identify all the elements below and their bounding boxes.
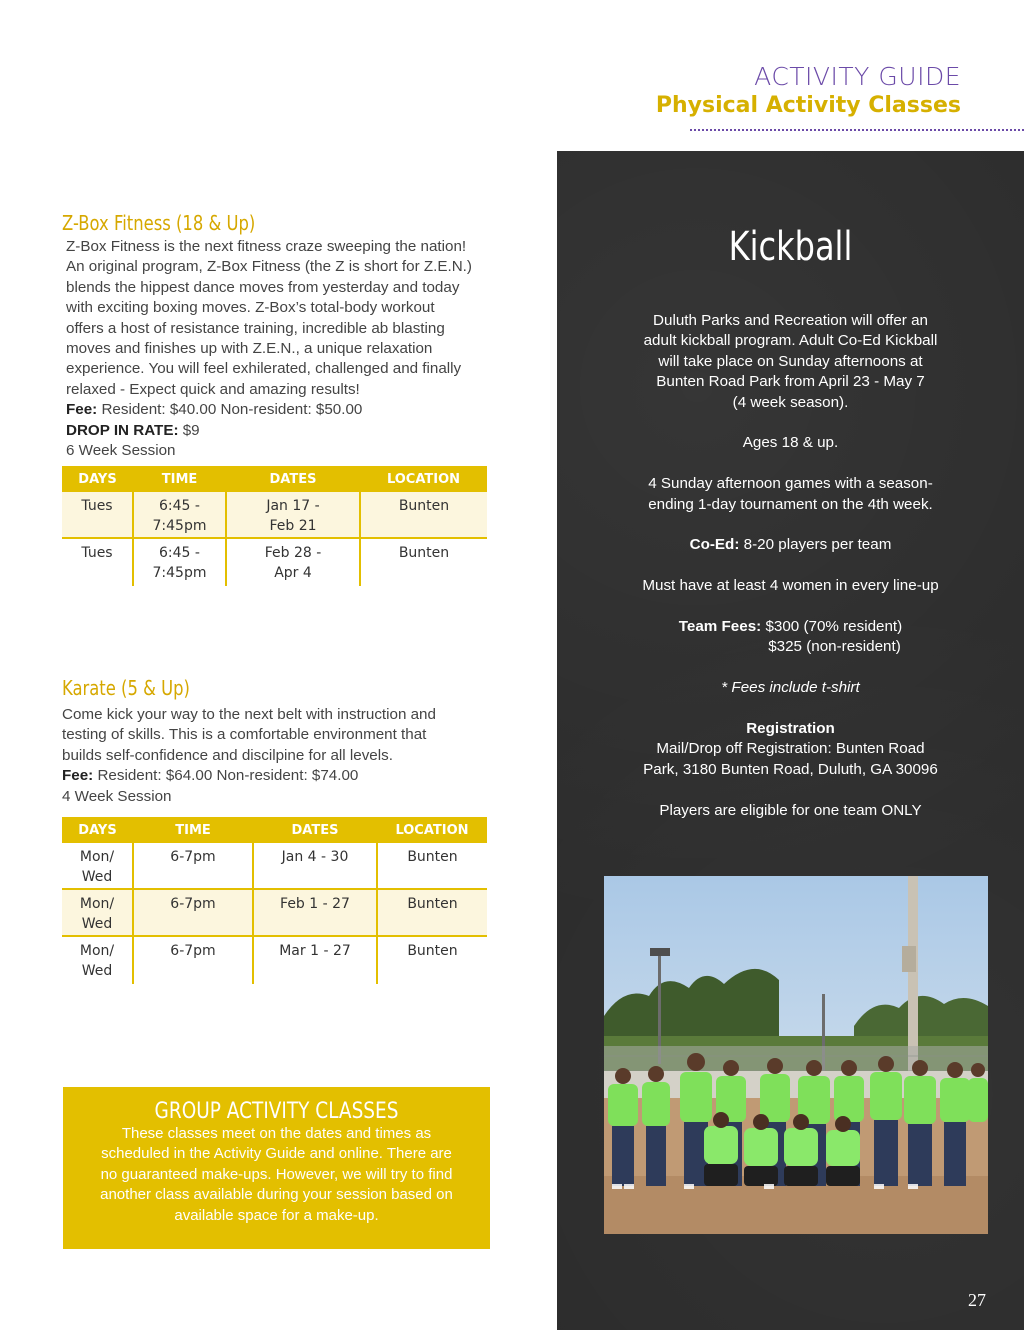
zbox-drop-rate bbox=[66, 421, 526, 441]
kickball-team-fees bbox=[557, 617, 1024, 658]
group-line: another class available during your session based on bbox=[100, 1186, 453, 1204]
kickball-fees-nonresident: $325 (non-resident) bbox=[768, 638, 901, 656]
kickball-women-rule: Must have at least 4 women in every line-up bbox=[642, 577, 939, 595]
group-line: scheduled in the Activity Guide and online. There are bbox=[101, 1145, 452, 1163]
cell-day-line: Mon/ bbox=[79, 943, 115, 959]
col-header-days: DAYS bbox=[62, 817, 133, 843]
cell-day-line: Wed bbox=[81, 916, 113, 932]
table-header-row bbox=[62, 817, 487, 843]
cell-time: 6-7pm bbox=[133, 936, 253, 984]
page-number: 27 bbox=[968, 1290, 986, 1310]
cell-time-start: 6:45 - bbox=[159, 545, 200, 561]
cell-day-line: Mon/ bbox=[79, 896, 115, 912]
karate-session: 4 Week Session bbox=[62, 787, 172, 805]
cell-time-end: 7:45pm bbox=[152, 518, 207, 534]
header-divider bbox=[690, 129, 1024, 131]
zbox-line: experience. You will feel exhilerated, challenged and finally bbox=[66, 360, 462, 378]
cell-time: 6-7pm bbox=[133, 843, 253, 889]
cell-time: 6-7pm bbox=[133, 889, 253, 936]
col-header-dates: DATES bbox=[226, 466, 360, 492]
cell-location: Bunten bbox=[377, 936, 487, 984]
cell-date-start: Jan 17 - bbox=[266, 498, 320, 514]
page-header bbox=[656, 62, 961, 118]
zbox-line: An original program, Z-Box Fitness (the Z is short for Z.E.N.) bbox=[66, 258, 472, 276]
col-header-location: LOCATION bbox=[360, 466, 487, 492]
cell-day: Tues bbox=[62, 492, 133, 538]
kickball-intro-line: will take place on Sunday afternoons at bbox=[658, 352, 923, 370]
col-header-location: LOCATION bbox=[377, 817, 487, 843]
karate-description bbox=[62, 705, 522, 807]
cell-date-start: Feb 28 - bbox=[264, 545, 322, 561]
cell-day-line: Wed bbox=[81, 869, 113, 885]
col-header-dates: DATES bbox=[253, 817, 377, 843]
kickball-fees-resident: $300 (70% resident) bbox=[761, 618, 903, 636]
cell-time-end: 7:45pm bbox=[152, 565, 207, 581]
kickball-intro-line: Duluth Parks and Recreation will offer an bbox=[653, 312, 928, 329]
zbox-line: relaxed - Expect quick and amazing results! bbox=[66, 380, 360, 398]
zbox-description bbox=[66, 237, 526, 461]
cell-dates: Jan 4 - 30 bbox=[253, 843, 377, 889]
cell-location: Bunten bbox=[377, 843, 487, 889]
table-row bbox=[62, 538, 487, 586]
group-activity-title: GROUP ACTIVITY CLASSES bbox=[154, 1099, 399, 1124]
kickball-games-line: 4 Sunday afternoon games with a season- bbox=[648, 475, 933, 493]
cell-day: Tues bbox=[81, 545, 113, 561]
kickball-registration bbox=[557, 719, 1024, 780]
col-header-time: TIME bbox=[133, 817, 253, 843]
group-line: no guaranteed make-ups. However, we will try to find bbox=[100, 1165, 453, 1183]
cell-time bbox=[133, 538, 226, 586]
karate-fee-value: Resident: $64.00 Non-resident: $74.00 bbox=[93, 767, 359, 785]
cell-location: Bunten bbox=[360, 492, 487, 538]
karate-line: builds self-confidence and discilpine for all levels. bbox=[62, 746, 393, 764]
table-row bbox=[62, 889, 487, 936]
group-line: These classes meet on the dates and times as bbox=[121, 1125, 432, 1142]
cell-date-end: Feb 21 bbox=[269, 518, 317, 534]
karate-fee-label: Fee: bbox=[62, 767, 94, 785]
col-header-time: TIME bbox=[133, 466, 226, 492]
zbox-session: 6 Week Session bbox=[66, 442, 176, 460]
kickball-registration-line: Mail/Drop off Registration: Bunten Road bbox=[656, 740, 925, 758]
cell-time-start: 6:45 - bbox=[159, 498, 200, 514]
kickball-eligibility: Players are eligible for one team ONLY bbox=[659, 801, 922, 819]
kickball-fees-label: Team Fees: bbox=[678, 618, 762, 636]
header-guide: ACTIVITY GUIDE bbox=[754, 62, 961, 91]
kickball-intro-line: adult kickball program. Adult Co-Ed Kickball bbox=[643, 332, 938, 350]
kickball-coed bbox=[557, 535, 1024, 555]
kickball-coed-label: Co-Ed: bbox=[689, 536, 740, 554]
zbox-line: offers a host of resistance training, incredible ab blasting bbox=[66, 319, 445, 337]
table-header-row bbox=[62, 466, 487, 492]
group-activity-text bbox=[63, 1124, 490, 1226]
zbox-title: Z-Box Fitness (18 & Up) bbox=[62, 211, 256, 235]
cell-dates: Mar 1 - 27 bbox=[253, 936, 377, 984]
cell-date-end: Apr 4 bbox=[274, 565, 312, 581]
zbox-fee bbox=[66, 400, 526, 420]
kickball-intro-line: Bunten Road Park from April 23 - May 7 bbox=[656, 373, 925, 391]
kickball-registration-label: Registration bbox=[746, 720, 835, 738]
zbox-line: Z-Box Fitness is the next fitness craze sweeping the nation! bbox=[66, 238, 467, 255]
karate-schedule-table bbox=[62, 817, 487, 984]
karate-line: testing of skills. This is a comfortable environment that bbox=[62, 726, 427, 744]
cell-day-line: Mon/ bbox=[79, 849, 115, 865]
kickball-team-photo bbox=[604, 876, 988, 1234]
cell-location: Bunten bbox=[360, 538, 487, 586]
kickball-coed-value: 8-20 players per team bbox=[739, 536, 892, 554]
table-row bbox=[62, 492, 487, 538]
kickball-title: Kickball bbox=[728, 224, 853, 270]
zbox-line: moves and finishes up with Z.E.N., a unique relaxation bbox=[66, 340, 433, 358]
karate-title: Karate (5 & Up) bbox=[62, 676, 190, 700]
zbox-drop-label: DROP IN RATE: bbox=[66, 421, 179, 439]
kickball-games bbox=[557, 474, 1024, 515]
kickball-intro-line: (4 week season). bbox=[732, 393, 849, 411]
cell-dates bbox=[226, 538, 360, 586]
kickball-games-line: ending 1-day tournament on the 4th week. bbox=[648, 495, 933, 513]
kickball-ages: Ages 18 & up. bbox=[742, 434, 839, 452]
cell-location: Bunten bbox=[377, 889, 487, 936]
table-row bbox=[62, 936, 487, 984]
karate-fee bbox=[62, 766, 522, 786]
zbox-line: blends the hippest dance moves from yesterday and today bbox=[66, 278, 460, 296]
zbox-line: with exciting boxing moves. Z-Box’s total-body workout bbox=[66, 299, 435, 317]
col-header-days: DAYS bbox=[62, 466, 133, 492]
team-photo-illustration bbox=[604, 876, 988, 1234]
group-activity-box bbox=[63, 1087, 490, 1249]
cell-day bbox=[62, 936, 133, 984]
cell-dates bbox=[226, 492, 360, 538]
kickball-details bbox=[557, 311, 1024, 841]
zbox-schedule-table bbox=[62, 466, 487, 586]
cell-day-line: Wed bbox=[81, 963, 113, 979]
table-row bbox=[62, 843, 487, 889]
kickball-intro bbox=[557, 311, 1024, 413]
zbox-fee-label: Fee: bbox=[66, 401, 98, 419]
zbox-drop-value: $9 bbox=[178, 421, 200, 439]
cell-time bbox=[133, 492, 226, 538]
zbox-fee-value: Resident: $40.00 Non-resident: $50.00 bbox=[97, 401, 363, 419]
cell-dates: Feb 1 - 27 bbox=[253, 889, 377, 936]
kickball-tshirt-note: * Fees include t-shirt bbox=[721, 679, 860, 697]
cell-day bbox=[62, 843, 133, 889]
karate-line: Come kick your way to the next belt with instruction and bbox=[62, 706, 436, 723]
kickball-registration-line: Park, 3180 Bunten Road, Duluth, GA 30096 bbox=[643, 760, 938, 778]
group-line: available space for a make-up. bbox=[174, 1206, 379, 1224]
cell-day bbox=[62, 889, 133, 936]
header-subtitle: Physical Activity Classes bbox=[655, 93, 961, 118]
